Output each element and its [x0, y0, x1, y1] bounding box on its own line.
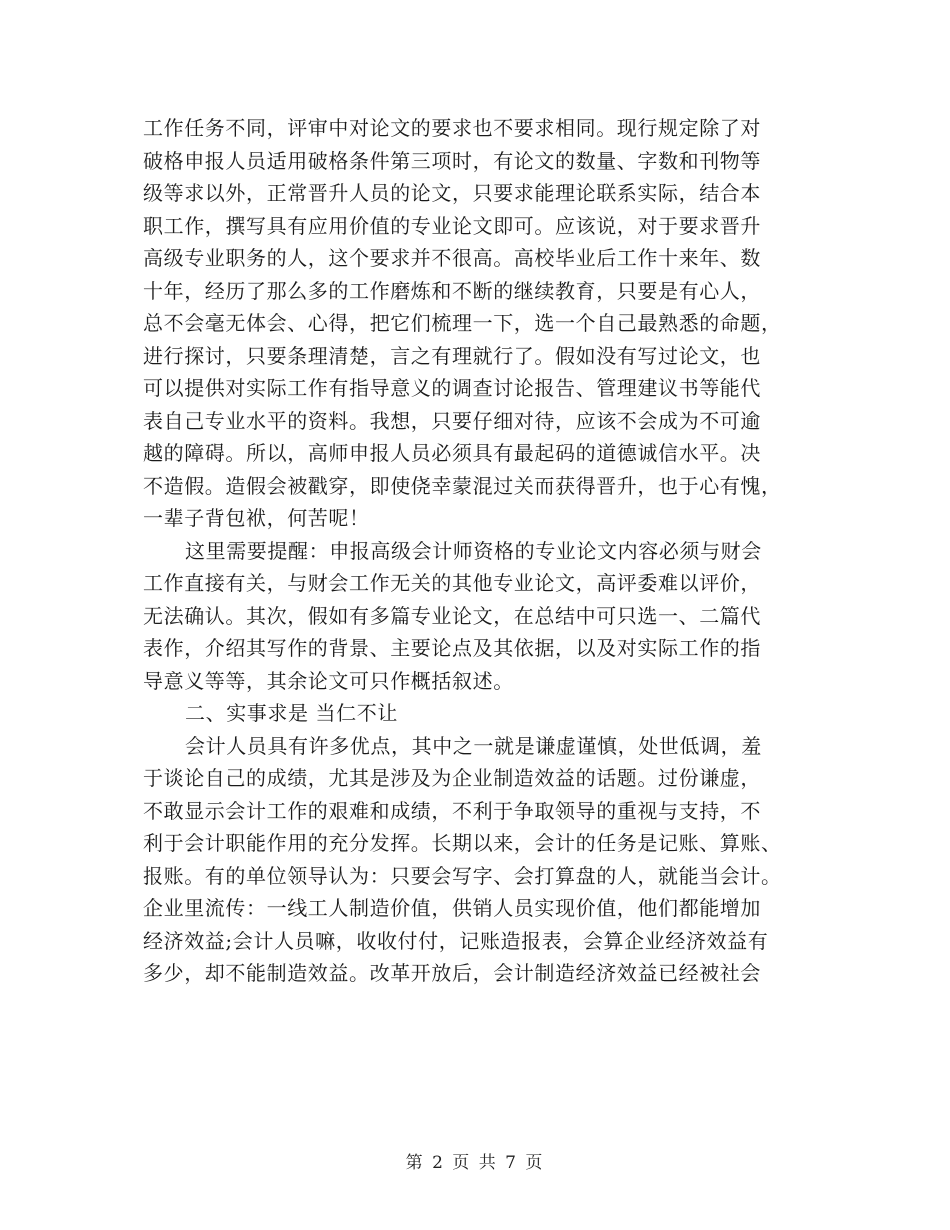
text-line: 十年，经历了那么多的工作磨炼和不断的继续教育，只要是有心人， — [143, 278, 761, 303]
text-line: 企业里流传：一线工人制造价值，供销人员实现价值，他们都能增加 — [143, 896, 761, 920]
text-line: 报账。有的单位领导认为：只要会写字、会打算盘的人，就能当会计。 — [143, 863, 782, 888]
text-line: 无法确认。其次，假如有多篇专业论文，在总结中可只选一、二篇代 — [143, 603, 761, 628]
text-line: 破格申报人员适用破格条件第三项时，有论文的数量、字数和刊物等 — [143, 148, 761, 173]
text-line: 进行探讨，只要条理清楚，言之有理就行了。假如没有写过论文，也 — [143, 343, 761, 368]
text-line: 高级专业职务的人，这个要求并不很高。高校毕业后工作十来年、数 — [143, 246, 761, 270]
text-line: 越的障碍。所以，高师申报人员必须具有最起码的道德诚信水平。决 — [143, 441, 761, 465]
page-number-footer: 第 2 页 共 7 页 — [405, 1153, 545, 1173]
text-line: 总不会毫无体会、心得，把它们梳理一下，选一个自己最熟悉的命题， — [143, 311, 782, 335]
text-line: 职工作，撰写具有应用价值的专业论文即可。应该说，对于要求晋升 — [143, 213, 761, 238]
text-line: 工作任务不同，评审中对论文的要求也不要求相同。现行规定除了对 — [143, 116, 761, 140]
text-line: 级等求以外，正常晋升人员的论文，只要求能理论联系实际，结合本 — [143, 181, 761, 205]
paragraph-start-line: 会计人员具有许多优点，其中之一就是谦虚谨慎，处世低调，羞 — [185, 733, 762, 758]
body-text — [143, 112, 813, 990]
text-line: 表作，介绍其写作的背景、主要论点及其依据，以及对实际工作的指 — [143, 636, 761, 660]
text-line: 多少，却不能制造效益。改革开放后，会计制造经济效益已经被社会 — [143, 961, 761, 985]
text-line: 导意义等等，其余论文可只作概括叙述。 — [143, 668, 514, 693]
paragraph-start-line: 这里需要提醒：申报高级会计师资格的专业论文内容必须与财会 — [185, 538, 762, 563]
text-line: 于谈论自己的成绩，尤其是涉及为企业制造效益的话题。过份谦虚， — [143, 766, 761, 790]
text-line: 不造假。造假会被戳穿，即使侥幸蒙混过关而获得晋升，也于心有愧， — [143, 473, 782, 498]
text-line: 表自己专业水平的资料。我想，只要仔细对待，应该不会成为不可逾 — [143, 408, 761, 433]
text-line: 不敢显示会计工作的艰难和成绩，不利于争取领导的重视与支持，不 — [143, 798, 761, 823]
text-line: 可以提供对实际工作有指导意义的调查讨论报告、管理建议书等能代 — [143, 376, 761, 400]
text-line: 工作直接有关，与财会工作无关的其他专业论文，高评委难以评价， — [143, 571, 761, 595]
text-line: 利于会计职能作用的充分发挥。长期以来，会计的任务是记账、算账、 — [143, 831, 782, 855]
section-heading: 二、实事求是 当仁不让 — [185, 701, 398, 725]
text-line: 经济效益;会计人员嘛，收收付付，记账造报表，会算企业经济效益有 — [143, 928, 769, 953]
text-line: 一辈子背包袱，何苦呢！ — [143, 506, 370, 530]
